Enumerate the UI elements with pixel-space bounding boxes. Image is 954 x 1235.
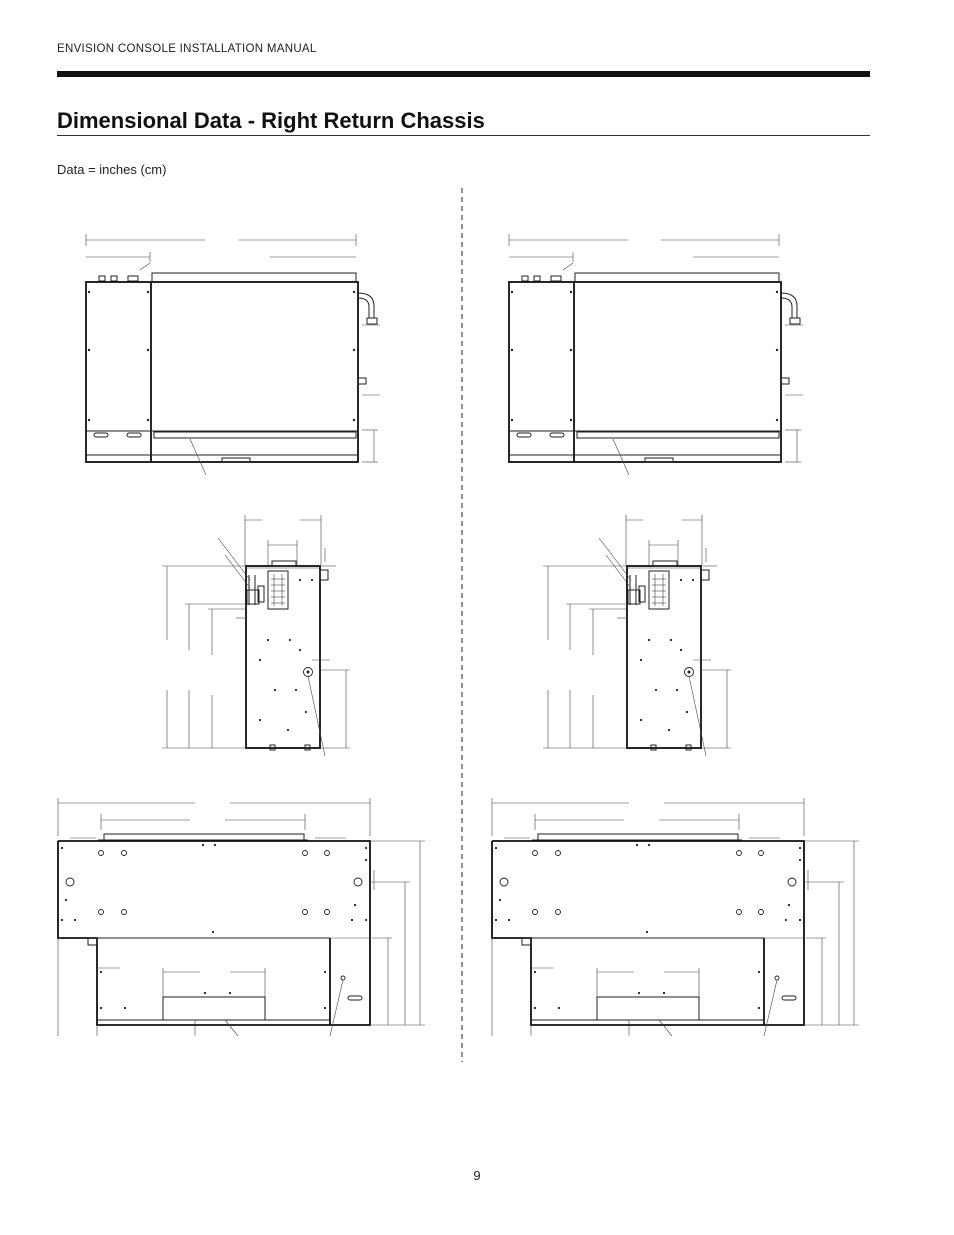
manual-header: ENVISION CONSOLE INSTALLATION MANUAL bbox=[57, 43, 317, 55]
side-view-left bbox=[162, 515, 350, 756]
page-number: 9 bbox=[473, 1168, 481, 1183]
front-view-left bbox=[86, 234, 380, 475]
page-title: Dimensional Data - Right Return Chassis bbox=[57, 108, 485, 133]
units-note: Data = inches (cm) bbox=[57, 162, 167, 177]
plan-view-left bbox=[58, 798, 425, 1036]
front-view-right bbox=[509, 234, 803, 475]
plan-view-right bbox=[492, 798, 859, 1036]
side-view-right bbox=[543, 515, 731, 756]
